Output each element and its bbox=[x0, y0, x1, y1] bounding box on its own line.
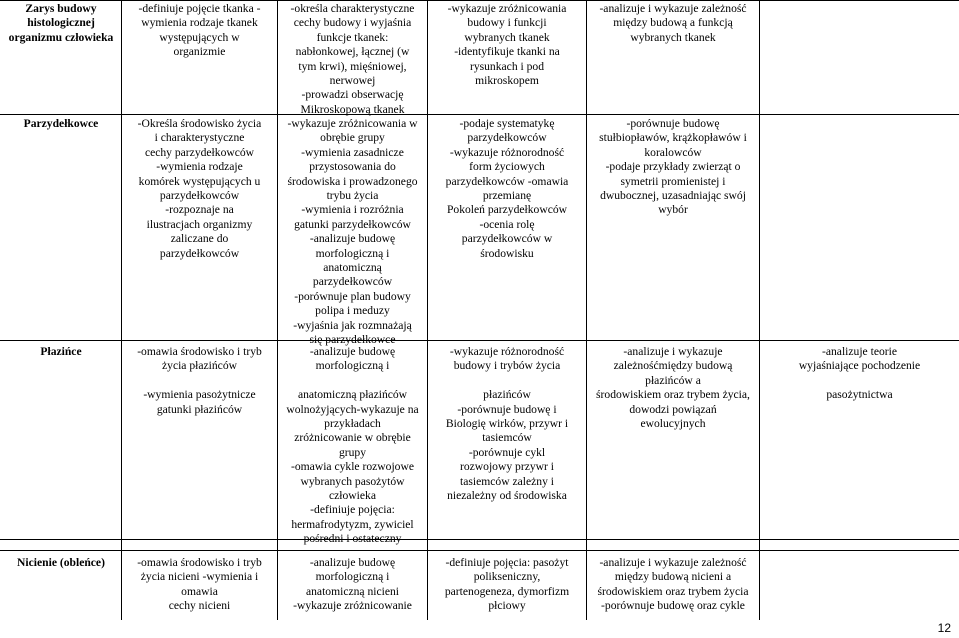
advanced-requirements-cell: -wykazuje różnorodność budowy i trybów życia płazińców -porównuje budowę i Biologię wirków, przywr i tasiemców -porównuje cykl rozwojowy przywr i tasiemców zależny i niezależny od środowiska bbox=[445, 345, 569, 503]
excellent-requirements-cell: -porównuje budowę stułbiopławów, krążkopławów i koralowców -podaje przykłady zwierząt o symetrii promienistej i dwubocznej, uzasadniając swój wybór bbox=[599, 117, 747, 217]
extended-requirements-cell: -analizuje budowę morfologiczną i anatomiczną nicieni -wykazuje zróżnicowanie bbox=[293, 556, 412, 613]
excellent-requirements-cell: -analizuje i wykazuje zależność między budową nicieni a środowiskiem oraz trybem życia -porównuje budowę oraz cykle bbox=[597, 556, 749, 613]
advanced-requirements-cell: -definiuje pojęcia: pasożyt polikseniczny, partenogeneza, dymorfizm płciowy bbox=[444, 556, 570, 613]
advanced-requirements-cell: -podaje systematykę parzydełkowców -wykazuje różnorodność form życiowych parzydełkowców -omawia przemianę Pokoleń parzydełkowców -ocenia rolę parzydełkowców w środowisku bbox=[445, 117, 569, 260]
excellent-requirements-cell: -analizuje i wykazuje zależnośćmiędzy budową płazińców a środowiskiem oraz trybem życia, dowodzi powiązań ewolucyjnych bbox=[596, 345, 750, 431]
basic-requirements-cell: -omawia środowisko i tryb życia nicieni -wymienia i omawia cechy nicieni bbox=[137, 556, 262, 613]
col-divider-5 bbox=[759, 0, 760, 620]
basic-requirements-cell: -Określa środowisko życia i charakterystyczne cechy parzydełkowców -wymienia rodzaje komórek występujących u parzydełkowców -rozpoznaje na ilustracjach organizmy zaliczane do parzydełkowców bbox=[137, 117, 262, 260]
table-top-border bbox=[0, 0, 959, 1]
basic-requirements-cell: -definiuje pojęcie tkanka - wymienia rodzaje tkanek występujących w organizmie bbox=[138, 2, 261, 59]
theory-cell: -analizuje teorie wyjaśniające pochodzenie pasożytnictwa bbox=[798, 345, 921, 402]
col-divider-1 bbox=[121, 0, 122, 620]
advanced-requirements-cell: -wykazuje zróżnicowania budowy i funkcji wybranych tkanek -identyfikuje tkanki na rysunkach i pod mikroskopem bbox=[447, 2, 567, 88]
excellent-requirements-cell: -analizuje i wykazuje zależność między budową a funkcją wybranych tkanek bbox=[599, 2, 747, 44]
extended-requirements-cell: -analizuje budowę morfologiczną i anatomiczną płazińców wolnożyjących-wykazuje na przykładach zróżnicowanie w obrębie grupy -omawia cykle rozwojowe wybranych pasożytów człowieka -definiuje pojęcia: hermafrodytyzm, zywiciel pośredni i ostateczny bbox=[286, 345, 419, 546]
col-divider-3 bbox=[427, 0, 428, 620]
row-divider-3 bbox=[0, 539, 959, 540]
topic-cell: Płazińce bbox=[40, 345, 82, 358]
row-divider-4 bbox=[0, 550, 959, 551]
basic-requirements-cell: -omawia środowisko i tryb życia płazińców -wymienia pasożytnicze gatunki płazińców bbox=[137, 345, 262, 416]
col-divider-4 bbox=[586, 0, 587, 620]
row-divider-1 bbox=[0, 114, 959, 115]
page-number: 12 bbox=[937, 621, 951, 635]
extended-requirements-cell: -określa charakterystyczne cechy budowy i wyjaśnia funkcje tkanek: nabłonkowej, łącznej (w tym krwi), mięśniowej, nerwowej -prowadzi obserwację Mikroskopową tkanek bbox=[290, 2, 415, 116]
topic-cell: Nicienie (obleńce) bbox=[17, 556, 105, 569]
topic-cell: Zarys budowy histologicznej organizmu człowieka bbox=[8, 2, 114, 44]
extended-requirements-cell: -wykazuje zróżnicowania w obrębie grupy -wymienia zasadnicze przystosowania do środowiska i prowadzonego trybu życia -wymienia i rozróżnia gatunki parzydełkowców -analizuje budowę morfologiczną i anatomiczną parzydełkowców -porównuje plan budowy polipa i meduzy -wyjaśnia jak rozmnażają się parzydełkowce bbox=[287, 117, 418, 347]
row-divider-2 bbox=[0, 340, 959, 341]
topic-cell: Parzydełkowce bbox=[23, 117, 99, 130]
